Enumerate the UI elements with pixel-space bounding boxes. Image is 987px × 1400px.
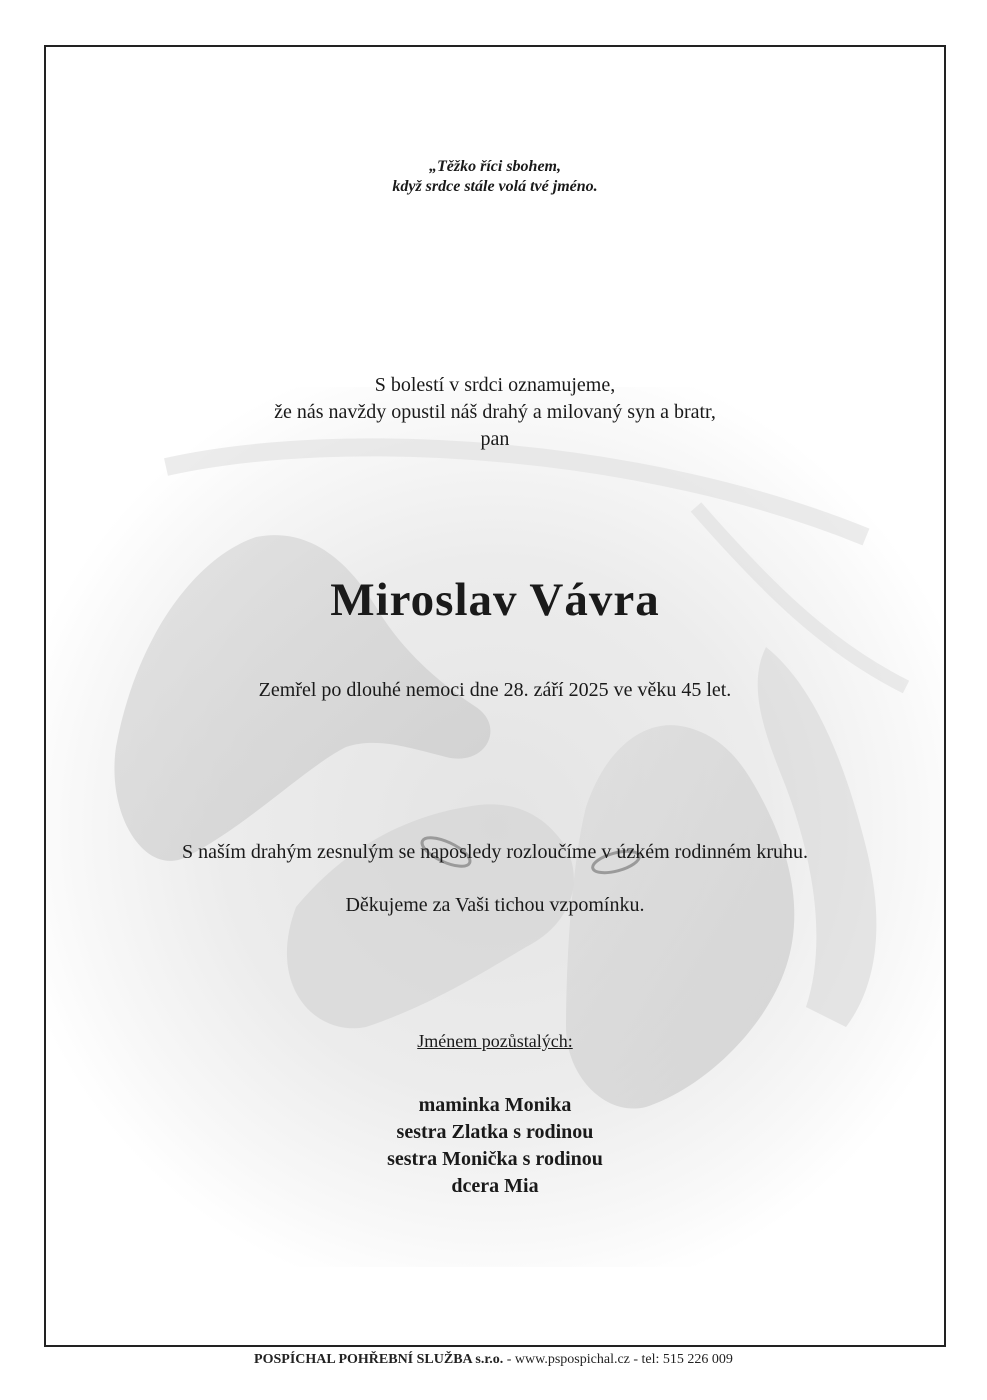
footer-contact: - www.pspospichal.cz - tel: 515 226 009	[503, 1352, 733, 1367]
obituary-frame	[44, 45, 946, 1347]
deceased-name: Miroslav Vávra	[330, 574, 660, 626]
thanks-note: Děkujeme za Vaši tichou vzpomínku.	[345, 894, 645, 916]
intro-line-3: pan	[480, 428, 510, 450]
motto-quote	[46, 157, 944, 197]
motto-line-1: „Těžko říci sbohem,	[429, 158, 561, 175]
mourner-item: maminka Monika	[418, 1094, 572, 1116]
on-behalf-heading	[46, 1029, 944, 1053]
mourners-list	[46, 1092, 944, 1200]
motto-line-2: když srdce stále volá tvé jméno.	[392, 178, 598, 195]
mourner-item: dcera Mia	[451, 1175, 539, 1197]
mourner-item: sestra Zlatka s rodinou	[396, 1121, 594, 1143]
footer-company: POSPÍCHAL POHŘEBNÍ SLUŽBA s.r.o.	[254, 1352, 504, 1367]
intro-line-2: že nás navždy opustil náš drahý a milovaný syn a bratr,	[274, 401, 716, 423]
announcement-intro	[46, 372, 944, 453]
intro-line-1: S bolestí v srdci oznamujeme,	[374, 374, 616, 396]
mourner-item: sestra Monička s rodinou	[387, 1148, 603, 1170]
on-behalf-label: Jménem pozůstalých:	[417, 1031, 573, 1051]
death-notice: Zemřel po dlouhé nemoci dne 28. září 2025 ve věku 45 let.	[258, 679, 732, 701]
funeral-service-footer	[0, 1351, 987, 1369]
farewell-notice: S naším drahým zesnulým se naposledy rozloučíme v úzkém rodinném kruhu.	[182, 841, 808, 863]
